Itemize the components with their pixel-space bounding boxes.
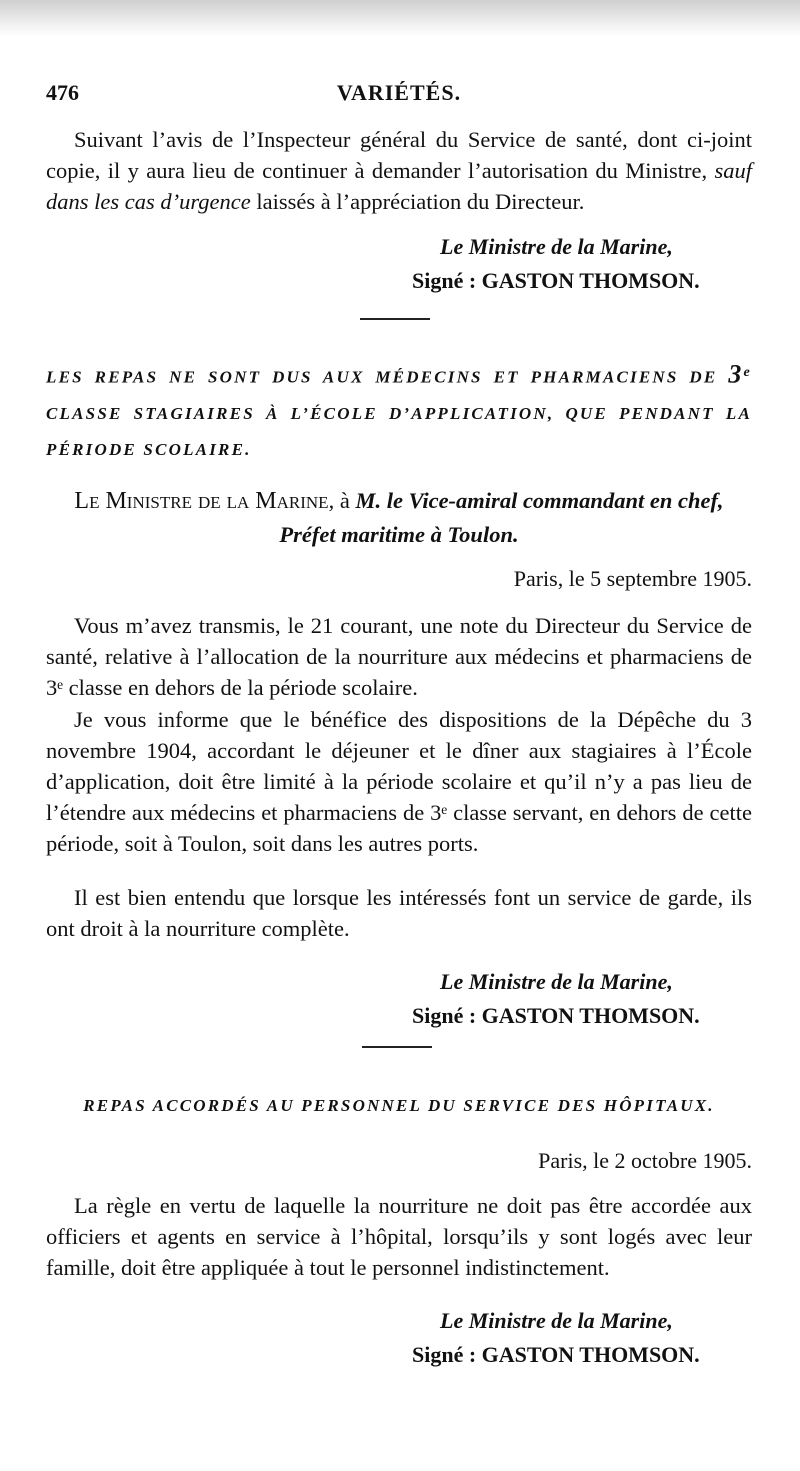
address-recipient-2: Préfet maritime à Toulon. — [279, 522, 519, 547]
section3-date: Paris, le 2 octobre 1905. — [538, 1148, 752, 1173]
page-number: 476 — [46, 80, 79, 105]
section2-paragraph-3: Il est bien entendu que lorsque les intéressés font un service de garde, ils ont droit à la nourriture complète. — [46, 885, 752, 941]
letter1-paragraph — [46, 124, 752, 217]
signature-name: Signé : GASTON THOMSON. — [412, 268, 700, 293]
section2-signature — [412, 965, 712, 1033]
scan-edge-shadow — [0, 0, 800, 38]
section-divider — [362, 1046, 432, 1048]
letter1-text-a: Suivant l’avis de l’Inspecteur général du Service de santé, dont ci-joint copie, il y aura lieu de continuer à demander l’autorisation du Ministre, — [46, 127, 752, 183]
letter1-text-b: laissés à l’appréciation du Directeur. — [250, 189, 585, 214]
signature-name: Signé : GASTON THOMSON. — [412, 1003, 700, 1028]
signature-role: Le Ministre de la Marine, — [440, 969, 673, 994]
section2-heading-a: LES REPAS NE SONT DUS AUX MÉDECINS ET PHARMACIENS DE — [46, 367, 729, 387]
address-to: , à — [328, 488, 356, 513]
letter1-italic-phrase: sauf dans les cas d’urgence — [46, 158, 752, 214]
section3-signature — [412, 1304, 712, 1372]
section3-heading: REPAS ACCORDÉS AU PERSONNEL DU SERVICE DES HÔPITAUX. — [83, 1096, 715, 1115]
section2-heading-sup: e — [743, 364, 752, 380]
signature-role: Le Ministre de la Marine, — [440, 1308, 673, 1333]
section2-paragraph-2: Je vous informe que le bénéfice des dispositions de la Dépêche du 3 novembre 1904, accordant le déjeuner et le dîner aux stagiaires à l’École d’application, doit être limité à la période scolaire et qu’il n’y a pas lieu de l’étendre aux médecins et pharmaciens de 3ᵉ classe servant, en dehors de cette période, soit à Toulon, soit dans les autres ports. — [46, 707, 752, 856]
letter1-signature — [412, 230, 712, 298]
section2-heading-b: CLASSE STAGIAIRES À L’ÉCOLE D’APPLICATION, QUE PENDANT LA PÉRIODE SCOLAIRE. — [46, 403, 752, 459]
section2-address — [46, 484, 752, 551]
address-sender: Le Ministre de la Marine — [74, 488, 329, 514]
address-recipient-1: M. le Vice-amiral commandant en chef, — [355, 488, 724, 513]
signature-name: Signé : GASTON THOMSON. — [412, 1342, 700, 1367]
section2-heading — [46, 354, 752, 468]
section3-paragraph-1: La règle en vertu de laquelle la nourriture ne doit pas être accordée aux officiers et agents en service à l’hôpital, lorsqu’ils y sont logés avec leur famille, doit être appliquée à tout le personnel indistinctement. — [46, 1193, 752, 1280]
section2-date: Paris, le 5 septembre 1905. — [513, 566, 752, 591]
signature-role: Le Ministre de la Marine, — [440, 234, 673, 259]
section2-heading-num: 3 — [728, 359, 744, 389]
running-title: VARIÉTÉS. — [336, 80, 462, 105]
section2-paragraph-1: Vous m’avez transmis, le 21 courant, une note du Directeur du Service de santé, relative à l’allocation de la nourriture aux médecins et pharmaciens de 3ᵉ classe en dehors de la période scolaire. — [46, 613, 752, 700]
section-divider — [360, 318, 430, 320]
